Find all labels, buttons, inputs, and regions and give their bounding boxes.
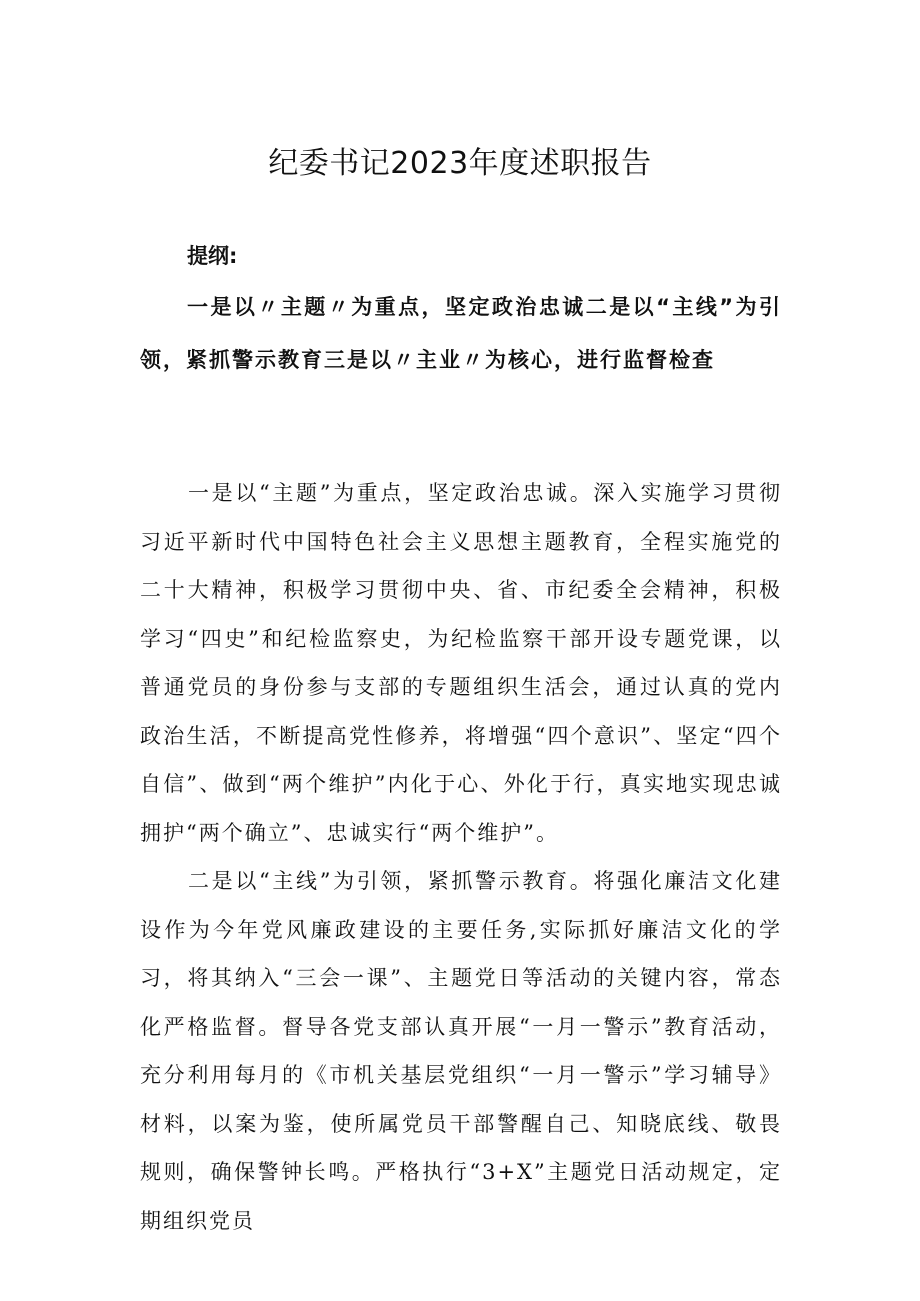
outline-label: 提纲: [187, 244, 238, 268]
document-body [140, 469, 782, 1245]
document-title: 纪委书记2023年度述职报告 [268, 146, 652, 181]
outline-text: 一是以〃主题〃为重点，坚定政治忠诚二是以“主线”为引领，紧抓警示教育三是以〃主业〃为核心，进行监督检查 [140, 295, 782, 372]
paragraph-1: 一是以“主题”为重点，坚定政治忠诚。深入实施学习贯彻习近平新时代中国特色社会主义思想主题教育，全程实施党的二十大精神，积极学习贯彻中央、省、市纪委全会精神，积极学习“四史”和纪检监察史，为纪检监察干部开设专题党课，以普通党员的身份参与支部的专题组织生活会，通过认真的党内政治生活，不断提高党性修养，将增强“四个意识”、坚定“四个自信”、做到“两个维护”内化于心、外化于行，真实地实现忠诚拥护“两个确立”、忠诚实行“两个维护”。 [140, 481, 782, 845]
paragraph-2: 二是以“主线”为引领，紧抓警示教育。将强化廉洁文化建设作为今年党风廉政建设的主要任务,实际抓好廉洁文化的学习，将其纳入“三会一课”、主题党日等活动的关键内容，常态化严格监督。督导各党支部认真开展“一月一警示”教育活动，充分利用每月的《市机关基层党组织“一月一警示”学习辅导》材料，以案为鉴，使所属党员干部警醒自己、知晓底线、敬畏规则，确保警钟长鸣。严格执行“3+X”主题党日活动规定，定期组织党员 [140, 869, 782, 1233]
